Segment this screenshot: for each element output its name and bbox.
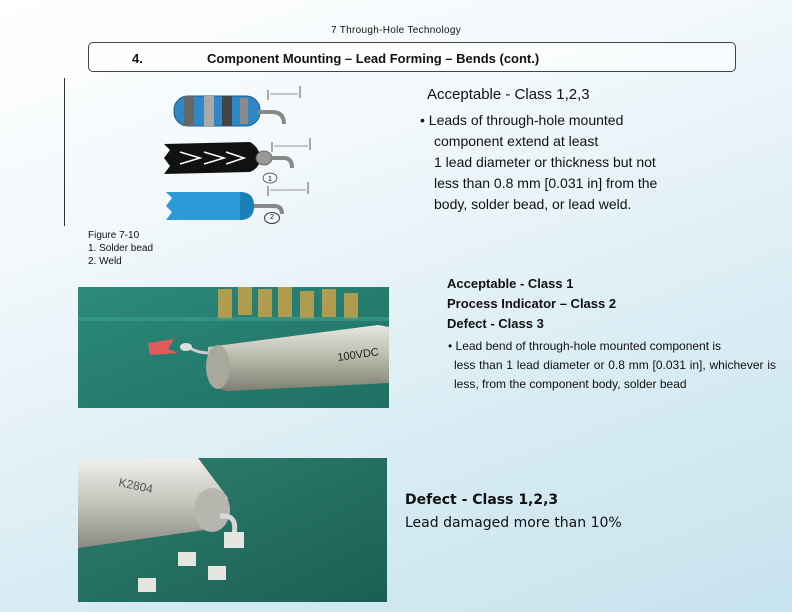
acceptable-line-5: body, solder bead, or lead weld. xyxy=(434,196,632,212)
callout-1: 1 xyxy=(268,176,272,183)
requirement-continuation: less than 1 lead diameter or 0.8 mm [0.031 in], whichever is less, from the component body, solder bead xyxy=(454,358,776,391)
figure-caption xyxy=(88,229,153,268)
figure-caption-title: Figure 7-10 xyxy=(88,230,140,241)
section-number: 4. xyxy=(132,51,143,66)
acceptable-line-2: component extend at least xyxy=(434,133,599,149)
figure-caption-item-2: 2. Weld xyxy=(88,256,122,267)
damage-defect-heading: Defect - Class 1,2,3 xyxy=(405,492,559,508)
acceptable-line-3: 1 lead diameter or thickness but not xyxy=(434,154,656,170)
weld-drawing xyxy=(166,182,308,220)
page-header: 7 Through-Hole Technology xyxy=(331,25,461,36)
acceptable-heading: Acceptable - Class 1,2,3 xyxy=(427,86,590,103)
lead-bend-illustration xyxy=(160,82,320,222)
photo2-marking: K2804 xyxy=(117,475,155,497)
lead-bend-requirement xyxy=(448,337,776,394)
callout-2: 2 xyxy=(264,212,280,224)
class3-defect-label: Defect - Class 3 xyxy=(447,316,544,331)
photo1-marking: 100VDC xyxy=(336,346,380,364)
requirement-bullet: • Lead bend of through-hole mounted component is xyxy=(448,339,722,353)
acceptable-text xyxy=(420,110,712,215)
solder-bead-drawing xyxy=(164,138,310,183)
damage-defect-text: Lead damaged more than 10% xyxy=(405,515,622,531)
slide-title: Component Mounting – Lead Forming – Bends (cont.) xyxy=(207,51,540,66)
class1-acceptable-label: Acceptable - Class 1 xyxy=(447,276,574,291)
figure-caption-item-1: 1. Solder bead xyxy=(88,243,154,254)
class2-process-indicator-label: Process Indicator – Class 2 xyxy=(447,296,617,311)
acceptable-line-4: less than 0.8 mm [0.031 in] from the xyxy=(434,175,658,191)
acceptable-line-1: • Leads of through-hole mounted xyxy=(420,112,624,128)
figure-divider-line xyxy=(64,78,65,226)
resistor-drawing xyxy=(174,86,300,126)
damaged-lead-photo xyxy=(78,458,387,602)
lead-bend-photo xyxy=(78,287,389,408)
